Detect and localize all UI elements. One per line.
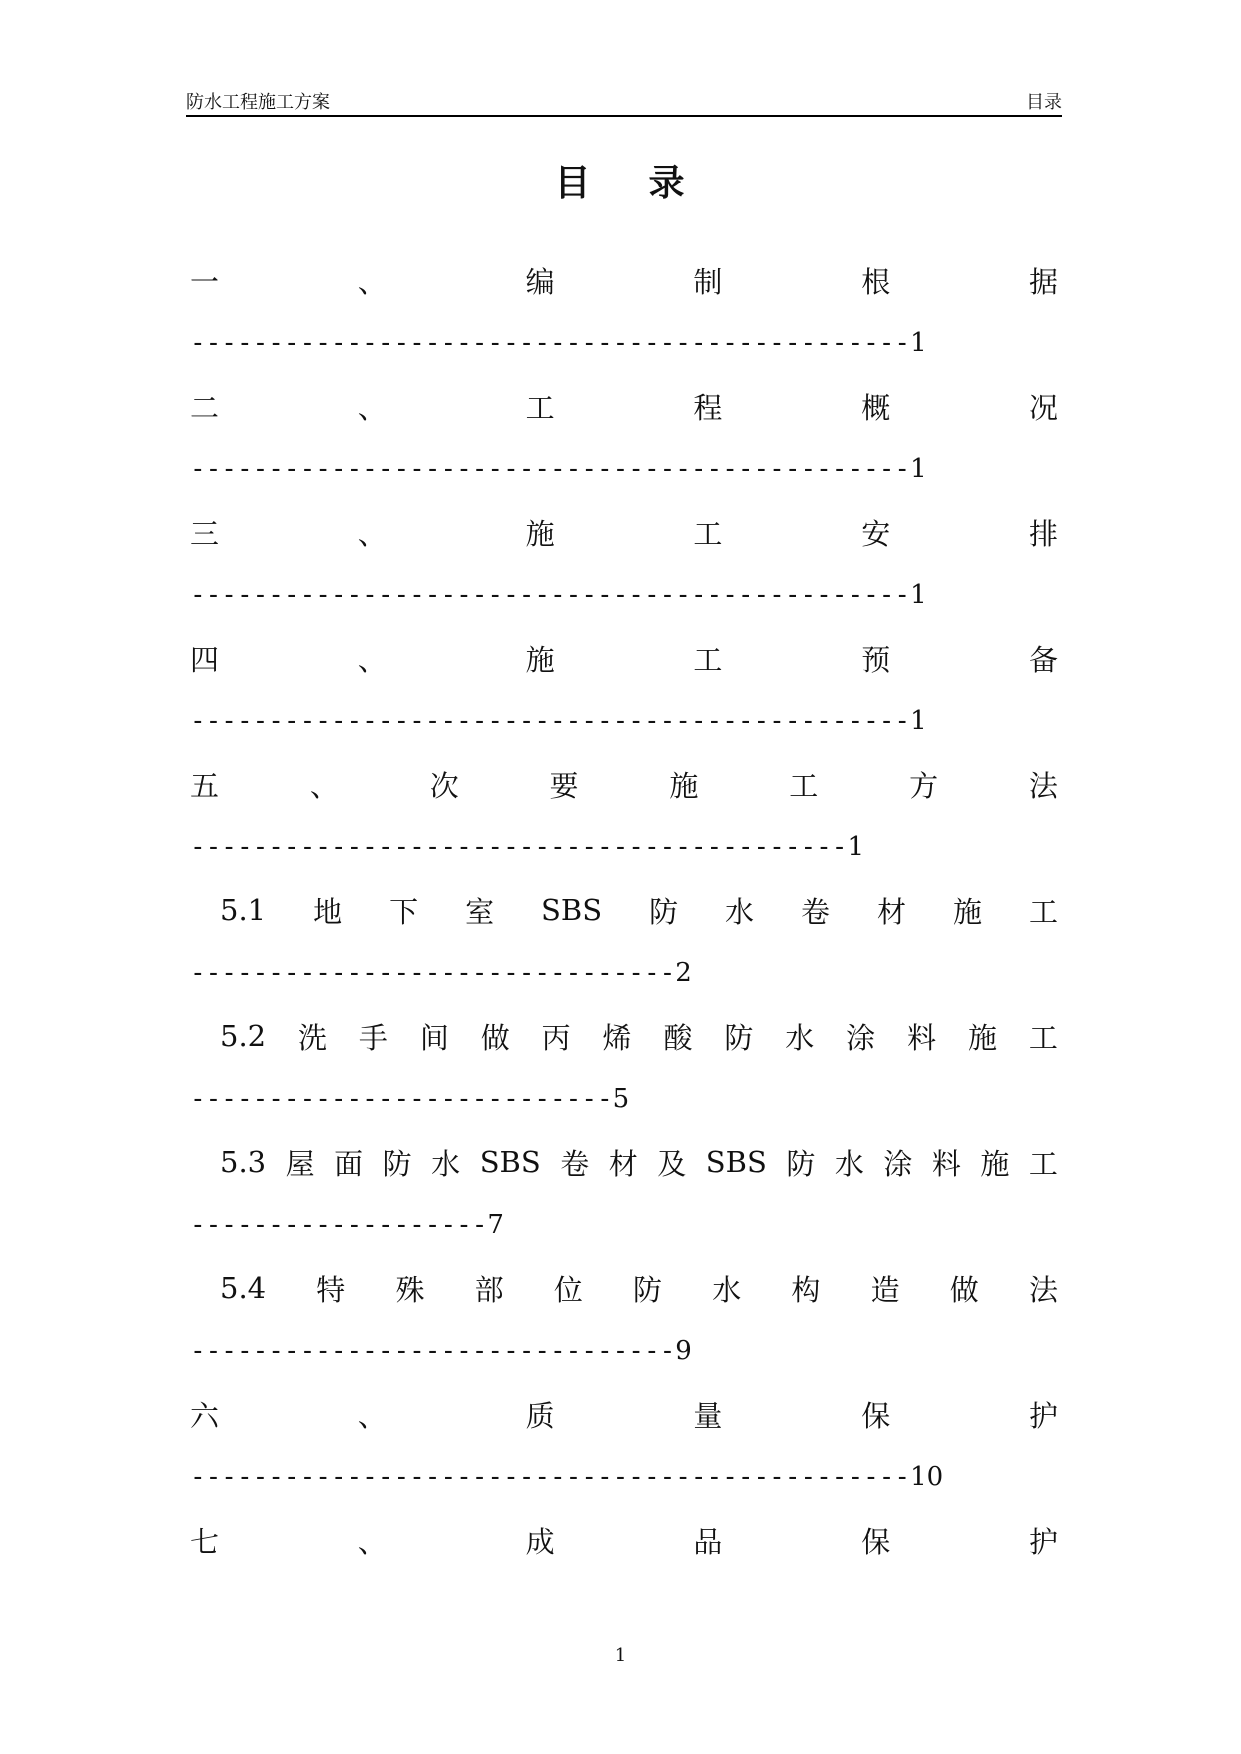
toc-leader-dashes: ---------------------------------------------- xyxy=(190,1462,911,1492)
toc-page-number: 1 xyxy=(910,580,927,610)
header-section-label: 目录 xyxy=(1026,92,1062,113)
toc-entry-token: 屋 xyxy=(285,1146,315,1181)
toc-page-number: 10 xyxy=(910,1462,944,1492)
toc-entry-token: 做 xyxy=(480,1020,510,1055)
toc-leader xyxy=(190,830,864,864)
toc-leader xyxy=(190,578,927,612)
toc-entry-token: 涂 xyxy=(883,1146,913,1181)
toc-entry-token: 手 xyxy=(358,1020,388,1055)
toc-entry-token: 工 xyxy=(1028,1146,1058,1181)
toc-entry-token: 施 xyxy=(525,642,555,677)
toc-page-number: 5 xyxy=(612,1084,630,1114)
toc-entry-token: 殊 xyxy=(395,1272,425,1307)
toc-entry-token: 5.4 xyxy=(220,1271,267,1305)
toc-entry-token: 、 xyxy=(309,768,339,803)
toc-entry-title xyxy=(220,890,1058,930)
toc-leader-dashes: ---------------------------------------------- xyxy=(190,454,911,484)
toc-entry-token: 卷 xyxy=(801,894,831,929)
toc-entry-token: 室 xyxy=(465,894,495,929)
toc-leader xyxy=(190,1208,504,1242)
toc-entry-token: 排 xyxy=(1028,516,1058,551)
toc-entry-token: 洗 xyxy=(298,1020,328,1055)
toc-entry-token: 法 xyxy=(1028,1272,1058,1307)
toc-leader-dashes: --------------------------- xyxy=(190,1084,613,1114)
toc-entry[interactable] xyxy=(190,1142,1058,1268)
toc-entry-title xyxy=(220,1268,1058,1308)
header-document-title: 防水工程施工方案 xyxy=(186,92,330,113)
toc-entry-token: 工 xyxy=(525,390,555,425)
toc-entry-token: 工 xyxy=(789,768,819,803)
toc-entry-token: 面 xyxy=(334,1146,364,1181)
toc-entry-token: 工 xyxy=(693,516,723,551)
toc-entry-token: 料 xyxy=(931,1146,961,1181)
toc-entry-token: SBS xyxy=(479,1145,541,1179)
toc-entry-token: 品 xyxy=(693,1524,723,1559)
toc-entry-token: 据 xyxy=(1028,264,1058,299)
toc-leader xyxy=(190,326,927,360)
toc-entry-token: 法 xyxy=(1028,768,1058,803)
toc-entry-token: 编 xyxy=(525,264,555,299)
toc-leader-dashes: ------------------------------- xyxy=(190,1336,676,1366)
toc-entry-token: 要 xyxy=(549,768,579,803)
toc-entry-token: SBS xyxy=(705,1145,767,1179)
toc-entry-token: 保 xyxy=(861,1398,891,1433)
toc-entry-token: 护 xyxy=(1028,1398,1058,1433)
toc-entry-token: 做 xyxy=(949,1272,979,1307)
toc-entry-token: 部 xyxy=(474,1272,504,1307)
toc-leader xyxy=(190,452,927,486)
toc-entry-token: 施 xyxy=(953,894,983,929)
toc-page-number: 1 xyxy=(910,706,927,736)
toc-entry[interactable] xyxy=(190,1268,1058,1394)
toc-entry-title xyxy=(190,764,1058,804)
toc-entry-token: 料 xyxy=(907,1020,937,1055)
toc-entry-token: 程 xyxy=(693,390,723,425)
toc-entry-title xyxy=(190,386,1058,426)
toc-entry-title xyxy=(220,1016,1058,1056)
toc-leader xyxy=(190,1334,692,1368)
toc-entry-token: 水 xyxy=(834,1146,864,1181)
toc-page-number: 1 xyxy=(910,328,927,358)
toc-page-number: 1 xyxy=(847,832,864,862)
toc-entry-token: 酸 xyxy=(663,1020,693,1055)
table-of-contents xyxy=(190,260,1058,1646)
toc-leader-dashes: ---------------------------------------------- xyxy=(190,706,911,736)
toc-entry-token: 、 xyxy=(357,1398,387,1433)
toc-entry[interactable] xyxy=(190,1016,1058,1142)
toc-entry-token: 次 xyxy=(429,768,459,803)
toc-entry-token: 制 xyxy=(693,264,723,299)
toc-leader xyxy=(190,1460,943,1494)
toc-entry-token: 方 xyxy=(909,768,939,803)
toc-entry-token: 卷 xyxy=(560,1146,590,1181)
toc-entry-token: 量 xyxy=(693,1398,723,1433)
toc-entry[interactable] xyxy=(190,1520,1058,1646)
toc-entry-token: 材 xyxy=(608,1146,638,1181)
toc-entry-token: 工 xyxy=(693,642,723,677)
toc-entry-token: 水 xyxy=(785,1020,815,1055)
toc-entry-token: 根 xyxy=(861,264,891,299)
toc-entry-token: 、 xyxy=(357,516,387,551)
toc-entry-token: 四 xyxy=(190,642,220,677)
toc-entry-token: 况 xyxy=(1028,390,1058,425)
toc-entry-title xyxy=(190,1394,1058,1434)
toc-entry-token: 施 xyxy=(669,768,699,803)
toc-entry[interactable] xyxy=(190,890,1058,1016)
toc-entry-token: 下 xyxy=(389,894,419,929)
toc-entry-token: 防 xyxy=(649,894,679,929)
page-number-footer: 1 xyxy=(614,1645,627,1666)
toc-leader-dashes: ------------------------------------------ xyxy=(190,832,848,862)
toc-entry-title xyxy=(220,1142,1058,1182)
toc-entry-token: 水 xyxy=(431,1146,461,1181)
header-rule xyxy=(186,115,1062,117)
toc-entry-token: 施 xyxy=(525,516,555,551)
toc-entry-token: 特 xyxy=(316,1272,346,1307)
toc-leader xyxy=(190,1082,629,1116)
toc-entry-title xyxy=(190,1520,1058,1560)
toc-leader-dashes: ---------------------------------------------- xyxy=(190,580,911,610)
page-title-char: 录 xyxy=(648,162,687,204)
toc-leader xyxy=(190,956,692,990)
toc-entry-token: 预 xyxy=(861,642,891,677)
toc-entry-token: 六 xyxy=(190,1398,220,1433)
toc-entry-token: 成 xyxy=(525,1524,555,1559)
toc-page-number: 7 xyxy=(487,1210,504,1240)
toc-entry-token: 三 xyxy=(190,516,220,551)
toc-entry-token: 构 xyxy=(791,1272,821,1307)
toc-entry-token: 位 xyxy=(553,1272,583,1307)
toc-entry-token: 5.3 xyxy=(220,1145,267,1179)
toc-entry-token: SBS xyxy=(541,893,603,927)
toc-leader-dashes: ------------------- xyxy=(190,1210,488,1240)
toc-entry-token: 施 xyxy=(967,1020,997,1055)
toc-entry[interactable] xyxy=(190,764,1058,890)
toc-entry-token: 水 xyxy=(725,894,755,929)
toc-entry-token: 工 xyxy=(1028,1020,1058,1055)
toc-entry-token: 5.2 xyxy=(220,1019,267,1053)
toc-entry-token: 材 xyxy=(877,894,907,929)
toc-entry-token: 间 xyxy=(419,1020,449,1055)
toc-entry-token: 防 xyxy=(724,1020,754,1055)
toc-entry-token: 水 xyxy=(712,1272,742,1307)
toc-page-number: 1 xyxy=(910,454,927,484)
toc-entry-token: 造 xyxy=(870,1272,900,1307)
toc-entry[interactable] xyxy=(190,512,1058,638)
toc-entry-token: 二 xyxy=(190,390,220,425)
toc-entry-token: 护 xyxy=(1028,1524,1058,1559)
toc-entry-title xyxy=(190,638,1058,678)
toc-page-number: 2 xyxy=(675,958,692,988)
toc-entry[interactable] xyxy=(190,386,1058,512)
toc-entry-token: 防 xyxy=(786,1146,816,1181)
toc-entry-token: 五 xyxy=(190,768,220,803)
toc-entry-token: 防 xyxy=(633,1272,663,1307)
toc-entry[interactable] xyxy=(190,638,1058,764)
toc-leader xyxy=(190,704,927,738)
toc-entry-token: 安 xyxy=(861,516,891,551)
toc-entry-token: 及 xyxy=(657,1146,687,1181)
toc-entry-token: 质 xyxy=(525,1398,555,1433)
toc-page-number: 9 xyxy=(675,1336,692,1366)
toc-entry-token: 一 xyxy=(190,264,220,299)
toc-entry-token: 工 xyxy=(1028,894,1058,929)
page-title xyxy=(0,155,1241,206)
toc-entry-token: 防 xyxy=(382,1146,412,1181)
running-header xyxy=(186,86,1062,114)
toc-leader-dashes: ---------------------------------------------- xyxy=(190,328,911,358)
toc-entry-token: 施 xyxy=(980,1146,1010,1181)
toc-entry[interactable] xyxy=(190,260,1058,386)
toc-entry-title xyxy=(190,512,1058,552)
toc-entry-token: 概 xyxy=(861,390,891,425)
toc-entry-token: 丙 xyxy=(541,1020,571,1055)
toc-entry[interactable] xyxy=(190,1394,1058,1520)
toc-entry-token: 烯 xyxy=(602,1020,632,1055)
toc-entry-token: 、 xyxy=(357,642,387,677)
toc-entry-title xyxy=(190,260,1058,300)
page-title-char: 目 xyxy=(554,162,593,204)
toc-entry-token: 保 xyxy=(861,1524,891,1559)
toc-entry-token: 备 xyxy=(1028,642,1058,677)
toc-entry-token: 5.1 xyxy=(220,893,267,927)
toc-entry-token: 、 xyxy=(357,1524,387,1559)
toc-entry-token: 涂 xyxy=(846,1020,876,1055)
toc-leader-dashes: ------------------------------- xyxy=(190,958,676,988)
toc-entry-token: 七 xyxy=(190,1524,220,1559)
toc-entry-token: 、 xyxy=(357,264,387,299)
toc-entry-token: 地 xyxy=(313,894,343,929)
toc-entry-token: 、 xyxy=(357,390,387,425)
